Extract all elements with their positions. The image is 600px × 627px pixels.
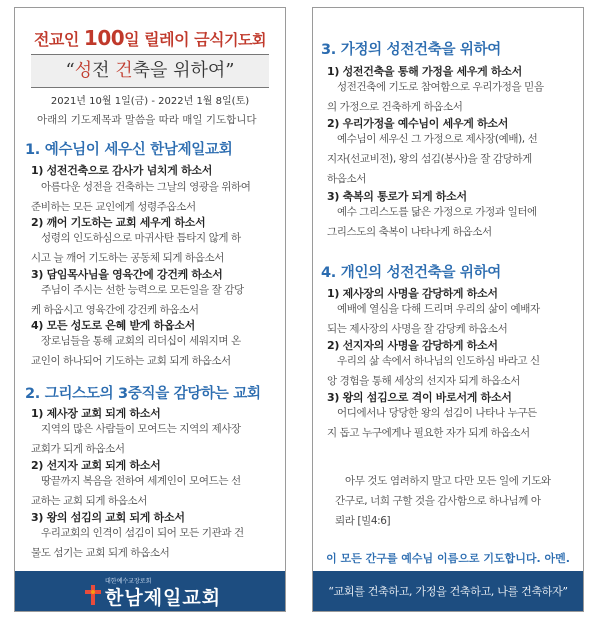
item-line: 시고 늘 깨어 기도하는 공동체 되게 하옵소서 [31, 252, 224, 264]
title-part-4: 기도회 [224, 31, 267, 49]
closing-line: 간구로, 너희 구할 것을 감사함으로 하나님께 아 [335, 495, 541, 507]
right-card [312, 7, 584, 612]
item-body [327, 403, 573, 443]
item-body [31, 280, 275, 320]
item-title: 1) 제사장의 사명을 감당하게 하소서 [327, 287, 498, 300]
item-line: 되는 제사장의 사명을 잘 감당케 하옵소서 [327, 323, 508, 335]
banner-text-1: 전 [92, 60, 116, 81]
item-title: 3) 왕의 섬김의 교회 되게 하소서 [31, 511, 185, 524]
banner-red-char-2: 건 [115, 60, 133, 81]
item-title: 3) 축복의 통로가 되게 하소서 [327, 190, 467, 203]
item-line: 물도 섬기는 교회 되게 하옵소서 [31, 547, 170, 559]
item-title: 4) 모든 성도로 은혜 받게 하옵소서 [31, 319, 195, 332]
section-4-title: 4. 개인의 성전건축을 위하여 [321, 265, 502, 281]
item-body [31, 228, 275, 268]
item-title: 3) 왕의 섬김으로 격이 바로서게 하소서 [327, 391, 512, 404]
banner-quote: “ [65, 60, 75, 81]
item-body [327, 202, 573, 242]
item-line: 예수님이 세우신 그 가정으로 제사장(예배), 선 [337, 133, 538, 145]
item-line: 지자(선교비전), 왕의 섬김(봉사)을 잘 감당하게 [327, 153, 532, 165]
item-line: 땅끝까지 복음을 전하여 세계인이 모여드는 선 [41, 475, 241, 487]
item-body [31, 331, 275, 371]
intro-text: 아래의 기도제목과 말씀을 따라 매일 기도합니다 [37, 114, 257, 126]
item-line: 우리교회의 인격이 섬김이 되어 모든 기관과 건 [41, 527, 244, 539]
item-title: 2) 선지자 교회 되게 하소서 [31, 459, 161, 472]
item-line: 지역의 많은 사람들이 모여드는 지역의 제사장 [41, 423, 241, 435]
item-body [327, 299, 573, 339]
item-line: 지 돕고 누구에게나 필요한 자가 되게 하옵소서 [327, 427, 530, 439]
item-line: 주님이 주시는 선한 능력으로 모든일을 잘 감당 [41, 284, 244, 296]
item-line: 예수 그리스도를 닮은 가정으로 가정과 일터에 [337, 206, 537, 218]
item-line: 의 가정으로 건축하게 하옵소서 [327, 101, 463, 113]
prayer-period: 2021년 10월 1일(금) - 2022년 1월 8일(토) [50, 96, 250, 107]
item-title: 1) 성전건축을 통해 가정을 세우게 하소서 [327, 65, 522, 78]
left-footer-bar [15, 571, 285, 611]
item-line: 교하는 교회 되게 하옵소서 [31, 495, 147, 507]
right-footer-bar [313, 571, 583, 611]
section-2-title: 2. 그리스도의 3중직을 감당하는 교회 [25, 386, 261, 402]
church-slogan: “교회를 건축하고, 가정을 건축하고, 나를 건축하자” [328, 585, 568, 598]
amen-line: 이 모든 간구를 예수님 이름으로 기도합니다. 아멘. [326, 552, 570, 565]
item-title: 2) 선지자의 사명을 감당하게 하소서 [327, 339, 498, 352]
item-title: 1) 제사장 교회 되게 하소서 [31, 407, 161, 420]
section-3-title: 3. 가정의 성전건축을 위하여 [321, 42, 502, 58]
banner-red-char-1: 성 [74, 60, 93, 81]
item-body [327, 351, 573, 391]
item-line: 앙 경험을 통해 세상의 선지자 되게 하옵소서 [327, 375, 520, 387]
item-line: 우리의 삶 속에서 하나님의 인도하심 바라고 신 [337, 355, 540, 367]
item-line: 교회가 되게 하옵소서 [31, 443, 125, 455]
closing-verse [335, 471, 567, 531]
item-line: 아름다운 성전을 건축하는 그날의 영광을 위하여 [41, 181, 251, 193]
item-line: 성전건축에 기도로 참여함으로 우리가정을 믿음 [337, 81, 544, 93]
fasting-prayer-title [15, 26, 285, 50]
item-body [327, 77, 573, 117]
title-part-2: 100 [83, 26, 125, 50]
item-line: 성령의 인도하심으로 마귀사탄 틈타지 않게 하 [41, 232, 241, 244]
item-body [31, 177, 275, 217]
item-line: 케 하옵시고 영육간에 강건케 하옵소서 [31, 304, 199, 316]
section-1-title: 1. 예수님이 세우신 한남제일교회 [25, 142, 233, 158]
left-card [14, 7, 286, 612]
item-line: 어디에서나 당당한 왕의 섬김이 나타나 누구든 [337, 407, 537, 419]
denomination-label: 대한예수교장로회 [105, 578, 152, 585]
theme-banner [31, 54, 269, 88]
item-line: 준비하는 모든 교인에게 성령주옵소서 [31, 201, 196, 213]
item-body [31, 419, 275, 459]
title-part-1: 전교인 [33, 30, 84, 49]
closing-line: 뢰라 [빌4:6] [335, 515, 391, 527]
item-line: 장로님들을 통해 교회의 리더십이 세워지며 온 [41, 335, 241, 347]
item-line: 교인이 하나되어 기도하는 교회 되게 하옵소서 [31, 355, 231, 367]
closing-line: 아무 것도 염려하지 말고 다만 모든 일에 기도와 [345, 475, 551, 487]
church-name: 한남제일교회 [105, 587, 222, 609]
item-line: 하옵소서 [327, 173, 366, 185]
title-part-3: 일 릴레이 금식 [124, 30, 225, 49]
item-line: 그리스도의 축복이 나타나게 하옵소서 [327, 226, 492, 238]
item-body [327, 129, 573, 189]
item-title: 1) 성전건축으로 감사가 넘치게 하소서 [31, 164, 213, 177]
item-body [31, 523, 275, 563]
item-title: 3) 담임목사님을 영육간에 강건케 하소서 [31, 268, 223, 281]
item-body [31, 471, 275, 511]
item-line: 예배에 열심을 다해 드리며 우리의 삶이 예배자 [337, 303, 540, 315]
cross-logo-icon [83, 584, 103, 606]
item-title: 2) 우리가정을 예수님이 세우게 하소서 [327, 117, 509, 130]
item-title: 2) 깨어 기도하는 교회 세우게 하소서 [31, 216, 206, 229]
church-logo [83, 575, 223, 607]
banner-text-2: 축을 위하여” [132, 60, 235, 81]
